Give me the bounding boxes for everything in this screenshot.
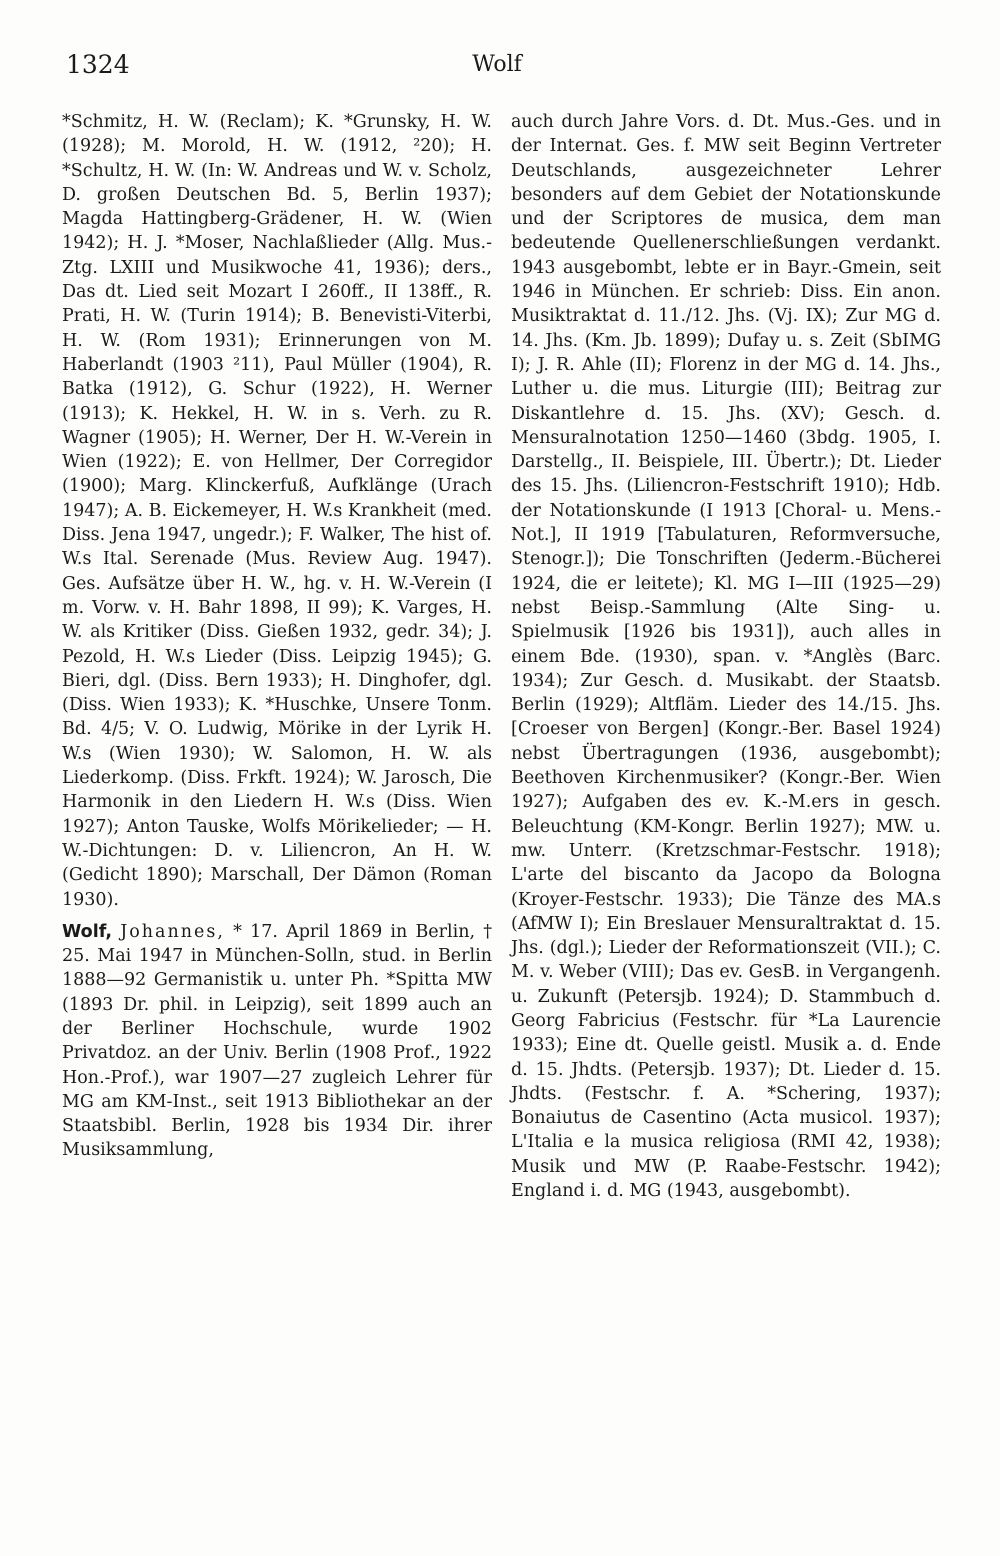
right-column [511, 110, 941, 1203]
entry-text: * 17. April 1869 in Berlin, † 25. Mai 1947 in München-Solln, stud. in Berlin 1888—92 Germanistik u. unter Ph. *Spitta MW (1893 Dr. phil. in Leipzig), seit 1899 auch an der Berliner Hochschule, wurde 1902 Privatdoz. an der Univ. Berlin (1908 Prof., 1922 Hon.-Prof.), war 1907—27 zugleich Lehrer für MG am KM-Inst., seit 1913 Bibliothekar an der Staatsbibl. Berlin, 1928 bis 1934 Dir. ihrer Musiksammlung, [62, 921, 492, 1161]
page-header [66, 50, 928, 86]
left-column [62, 110, 492, 1163]
entry-name: Johannes, [120, 921, 225, 942]
continuation-paragraph: auch durch Jahre Vors. d. Dt. Mus.-Ges. und in der Internat. Ges. f. MW seit Beginn Vertreter Deutschlands, ausgezeichneter Lehrer besonders auf dem Gebiet der Notationskunde und der Scriptores de musica, dem man bedeutende Quellenerschließungen verdankt. 1943 ausgebombt, lebte er in Bayr.-Gmein, seit 1946 in München. Er schrieb: Diss. Ein anon. Musiktraktat d. 11./12. Jhs. (Vj. IX); Zur MG d. 14. Jhs. (Km. Jb. 1899); Dufay u. s. Zeit (SbIMG I); J. R. Ahle (II); Florenz in der MG d. 14. Jhs., Luther u. die mus. Liturgie (III); Beitrag zur Diskantlehre d. 15. Jhs. (XV); Gesch. d. Mensuralnotation 1250—1460 (3bdg. 1905, I. Darstellg., II. Beispiele, III. Übertr.); Dt. Lieder des 15. Jhs. (Liliencron-Festschrift 1910); Hdb. der Notationskunde (I 1913 [Choral- u. Mens.-Not.], II 1919 [Tabulaturen, Reformversuche, Stenogr.]); Die Tonschriften (Jederm.-Bücherei 1924, die er leitete); Kl. MG I—III (1925—29) nebst Beisp.-Sammlung (Alte Sing- u. Spielmusik [1926 bis 1931]), auch alles in einem Bde. (1930), span. v. *Anglès (Barc. 1934); Zur Gesch. d. Musikabt. der Staatsb. Berlin (1929); Altfläm. Lieder des 14./15. Jhs. [Croeser von Bergen] (Kongr.-Ber. Basel 1924) nebst Übertragungen (1936, ausgebombt); Beethoven Kirchenmusiker? (Kongr.-Ber. Wien 1927); Aufgaben des ev. K.-M.ers in gesch. Beleuchtung (KM-Kongr. Berlin 1927); MW. u. mw. Unterr. (Kretzschmar-Festschr. 1918); L'arte del biscanto da Jacopo da Bologna (Kroyer-Festschr. 1933); Die Tänze des MA.s (AfMW I); Ein Breslauer Mensuraltraktat d. 15. Jhs. (dgl.); Lieder der Reformationszeit (VII.); C. M. v. Weber (VIII); Das ev. GesB. in Vergangenh. u. Zukunft (Petersjb. 1924); D. Stammbuch d. Georg Fabricius (Festschr. für *La Laurencie 1933); Eine dt. Quelle geistl. Musik a. d. Ende d. 15. Jhdts. (Petersjb. 1937); Dt. Lieder d. 15. Jhdts. (Festschr. f. A. *Schering, 1937); Bonaiutus de Casentino (Acta musicol. 1937); L'Italia e la musica religiosa (RMI 42, 1938); Musik und MW (P. Raabe-Festschr. 1942); England i. d. MG (1943, ausgebombt). [511, 112, 941, 1202]
literature-paragraph: *Schmitz, H. W. (Reclam); K. *Grunsky, H. W. (1928); M. Morold, H. W. (1912, ²20); H. *Schultz, H. W. (In: W. Andreas und W. v. Scholz, D. großen Deutschen Bd. 5, Berlin 1937); Magda Hattingberg-Grädener, H. W. (Wien 1942); H. J. *Moser, Nachlaßlieder (Allg. Mus.-Ztg. LXIII und Musikwoche 41, 1936); ders., Das dt. Lied seit Mozart I 260ff., II 138ff., R. Prati, H. W. (Turin 1914); B. Benevisti-Viterbi, H. W. (Rom 1931); Erinnerungen von M. Haberlandt (1903 ²11), Paul Müller (1904), R. Batka (1912), G. Schur (1922), H. Werner (1913); K. Hekkel, H. W. in s. Verh. zu R. Wagner (1905); H. Werner, Der H. W.-Verein in Wien (1922); E. von Hellmer, Der Corregidor (1900); Marg. Klinckerfuß, Aufklänge (Urach 1947); A. B. Eickemeyer, H. W.s Krankheit (med. Diss. Jena 1947, ungedr.); F. Walker, The hist of. W.s Ital. Serenade (Mus. Review Aug. 1947). Ges. Aufsätze über H. W., hg. v. H. W.-Verein (I m. Vorw. v. H. Bahr 1898, II 99); K. Varges, H. W. als Kritiker (Diss. Gießen 1932, gedr. 34); J. Pezold, H. W.s Lieder (Diss. Leipzig 1945); G. Bieri, dgl. (Diss. Bern 1933); H. Dinghofer, dgl. (Diss. Wien 1933); K. *Huschke, Unsere Tonm. Bd. 4/5; V. O. Ludwig, Mörike in der Lyrik H. W.s (Wien 1930); W. Salomon, H. W. als Liederkomp. (Diss. Frkft. 1924); W. Jarosch, Die Harmonik in den Liedern H. W.s (Diss. Wien 1927); Anton Tauske, Wolfs Mörikelieder; — H. W.-Dichtungen: D. v. Liliencron, An H. W. (Gedicht 1890); Marschall, Der Dämon (Roman 1930). [62, 112, 492, 910]
entry-headword: Wolf, [62, 921, 113, 942]
page-number: 1324 [66, 50, 130, 79]
entry-paragraph [62, 920, 492, 1163]
running-title: Wolf [472, 52, 522, 77]
